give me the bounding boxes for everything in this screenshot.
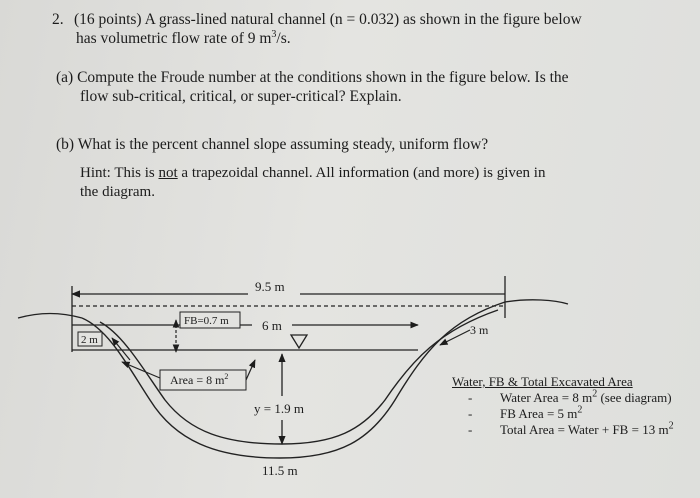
right-side-arrow [440,330,470,345]
area-legend [452,374,674,438]
freeboard-label: FB=0.7 m [184,315,229,327]
ground-right [505,300,568,304]
part-b: (b) What is the percent channel slope assuming steady, uniform flow? [56,136,489,153]
part-a-label: (a) [56,69,74,86]
water-surface-symbol [291,335,307,348]
top-width-label: 9.5 m [255,279,285,294]
right-side-label: 3 m [470,323,489,337]
left-side-label: 2 m [81,334,98,346]
part-b-label: (b) [56,136,75,153]
bottom-width-label: 11.5 m [262,463,298,478]
area-leader-right [246,360,255,380]
problem-number: 2. [52,11,64,28]
area-label: Area = 8 $m^2$ [170,372,229,387]
hint: Hint: This is not a trapezoidal channel. All information (and more) is given in the diagram. [80,165,546,200]
problem-line-1: 2. (16 points) A grass-lined natural channel (n = 0.032) as shown in the figure below [52,11,582,28]
hint-emphasis: not [158,165,178,181]
water-width-label: 6 m [262,318,282,333]
left-side-arrow [112,338,130,360]
legend-item-total: - Total Area = Water + FB = 13 $m^2$ [468,420,674,437]
legend-item-freeboard: - FB Area = 5 $m^2$ [468,404,583,421]
part-a: (a) Compute the Froude number at the conditions shown in the figure below. Is the flow sub-critical, critical, or super-critical? Explain. [56,69,569,105]
depth-label: y = 1.9 m [254,401,304,416]
legend-title: Water, FB & Total Excavated Area [452,374,633,389]
legend-item-water: - Water Area = 8 $m^2$ (see diagram) [468,388,672,405]
problem-line-2: has volumetric flow rate of 9 $m^3/s$. [76,28,291,47]
